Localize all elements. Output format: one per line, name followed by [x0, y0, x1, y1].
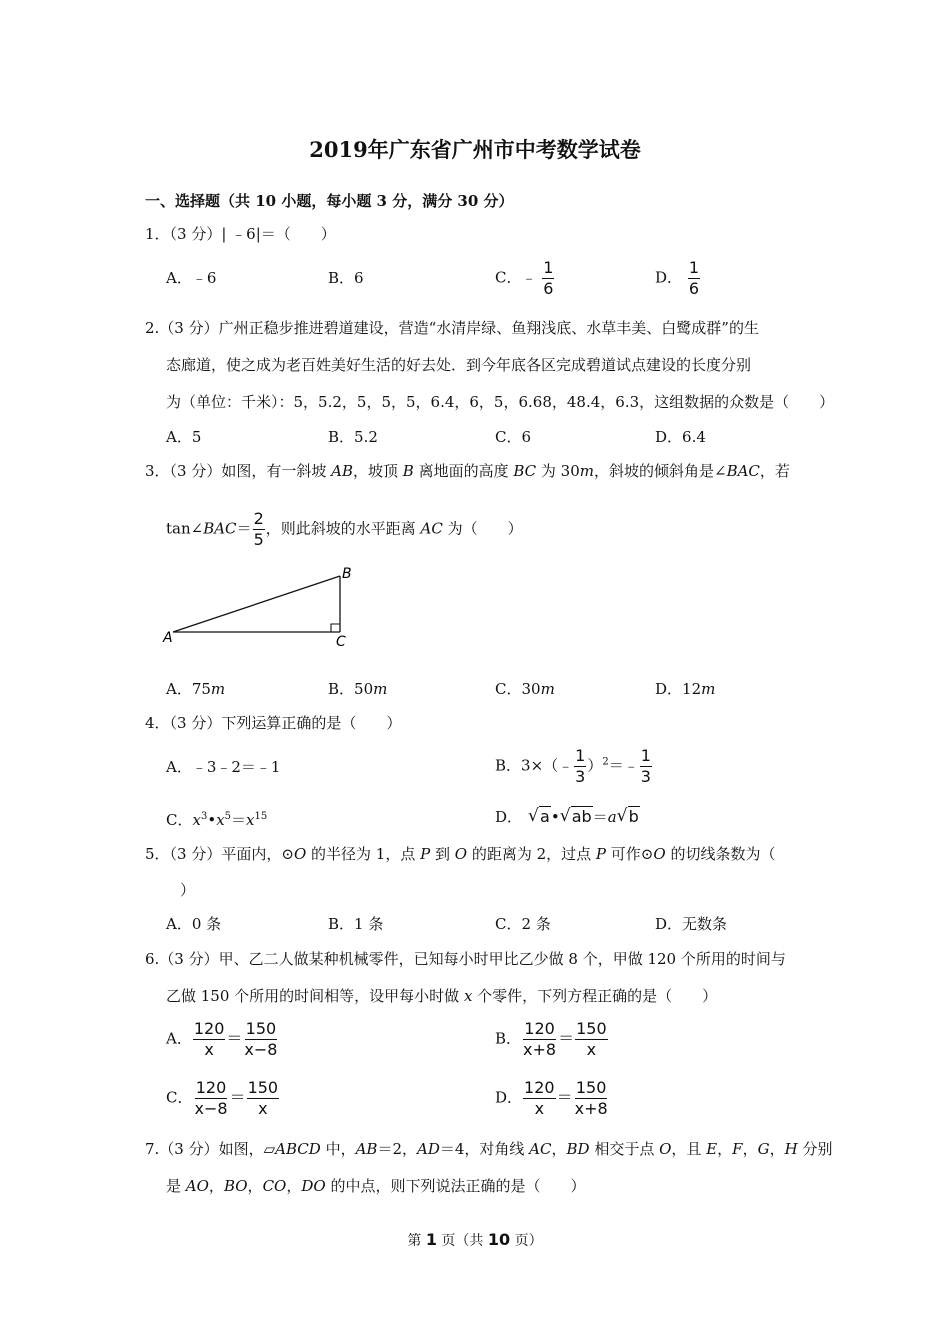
q6-num: 150	[247, 1078, 279, 1097]
q4-c-text: •	[207, 811, 217, 829]
q1-c-den: 6	[543, 279, 554, 298]
footer-text: 第	[407, 1233, 426, 1249]
q7-var: G	[757, 1140, 770, 1158]
q7-text: ，且	[671, 1140, 707, 1158]
q7-var: AO	[185, 1177, 209, 1195]
q3-fig-label-c: C	[336, 634, 346, 650]
q4-c-exponent: 3	[200, 811, 208, 822]
q7-text: ＝2，	[377, 1140, 417, 1158]
q7-var: F	[732, 1140, 743, 1158]
q5-var-p: P	[420, 845, 431, 863]
q7-text: ，	[717, 1140, 733, 1158]
q6-num: 120	[195, 1078, 227, 1097]
q4-c-var: x	[192, 811, 201, 829]
q3-var-ab: AB	[331, 462, 353, 480]
q1-option-b: B．6	[328, 269, 364, 287]
q7-var: AD	[417, 1140, 440, 1158]
q7-text: ，	[742, 1140, 758, 1158]
q3-text: 离地面的高度	[413, 462, 514, 480]
q7-text: ＝4，对角线	[439, 1140, 530, 1158]
q1-d-label: D．	[655, 268, 683, 287]
q3-text: ，则此斜坡的水平距离	[265, 519, 421, 538]
q3-text: ＝	[236, 519, 252, 538]
q4-option-c	[166, 807, 267, 830]
q3-unit-m: m	[210, 680, 226, 698]
q5-option-b: B．1 条	[328, 915, 384, 933]
q1-stem: 1．（3 分）| ﹣6|＝（ ）	[145, 225, 336, 243]
q5-option-d: D．无数条	[655, 915, 728, 933]
page-title: 2019年广东省广州市中考数学试卷	[309, 137, 641, 162]
q6-line1: 6.（3 分）甲、乙二人做某种机械零件，已知每小时甲比乙少做 8 个，甲做 120 个所用的时间与	[145, 950, 786, 968]
q7-text: ，	[286, 1177, 302, 1195]
q4-d-text: D．	[495, 808, 523, 826]
q6-d-right-fraction	[574, 1078, 609, 1119]
footer-text: 页（共	[436, 1233, 488, 1249]
q4-b-exponent: 2	[602, 756, 609, 768]
q4-c-text: ＝	[231, 811, 247, 829]
q2-line3: 为（单位：千米）：5，5.2，5，5，5，6.4，6，5，6.68，48.4，6.3，这组数据的众数是（ ）	[166, 393, 835, 411]
q6-b-left-fraction	[522, 1019, 557, 1060]
q6-num: 150	[575, 1078, 607, 1097]
q1-c-fraction	[542, 258, 554, 299]
q1-d-num: 1	[688, 258, 699, 277]
q4-d-text: •	[550, 808, 560, 826]
q7-text: 分别	[797, 1140, 833, 1158]
q6-b-right-fraction	[575, 1019, 608, 1060]
q3-text: ，坡顶	[352, 462, 403, 480]
q2-option-d: D．6.4	[655, 428, 706, 446]
q7-var: AC	[529, 1140, 552, 1158]
q1-c-label: C．﹣	[495, 268, 537, 287]
q6-num: 150	[245, 1019, 277, 1038]
q7-line2	[166, 1176, 585, 1196]
q7-var: O	[659, 1140, 672, 1158]
q7-text: 7.（3 分）如图，▱	[145, 1140, 276, 1158]
q3-unit-m: m	[701, 680, 716, 698]
q4-b-text: ＝﹣	[608, 756, 639, 775]
q4-c-exponent: 5	[224, 811, 232, 822]
q1-d-fraction	[688, 258, 700, 299]
q6-den: x−8	[194, 1099, 228, 1118]
q6-line2	[166, 986, 717, 1006]
q7-var: DO	[301, 1177, 326, 1195]
q6-text: 个零件，下列方程正确的是（ ）	[472, 987, 718, 1005]
q7-text: 中，	[320, 1140, 356, 1158]
q3-text: 为（ ）	[442, 519, 523, 538]
q4-d-var: a	[607, 808, 617, 826]
q6-c-right-fraction	[247, 1078, 280, 1119]
page-footer	[0, 1230, 950, 1250]
q1-option-c	[495, 258, 555, 299]
q7-var: AB	[355, 1140, 378, 1158]
q3-fig-label-b: B	[342, 566, 352, 582]
q6-option-label: D．	[495, 1088, 523, 1107]
q4-b-rden: 3	[640, 767, 651, 786]
q3-text: 3．（3 分）如图，有一斜坡	[145, 462, 332, 480]
q2-line2: 态廊道，使之成为老百姓美好生活的好去处．到今年底各区完成碧道试点建设的长度分别	[166, 356, 752, 374]
q1-d-den: 6	[688, 279, 699, 298]
q5-option-c: C．2 条	[495, 915, 551, 933]
q4-b-text: B．3×（﹣	[495, 756, 574, 775]
q6-num: 150	[576, 1019, 607, 1038]
q2-option-a: A．5	[166, 428, 202, 446]
q6-den: x	[258, 1099, 268, 1118]
q5-text: 的距离为 2，过点	[467, 845, 596, 863]
q7-text: ，	[551, 1140, 567, 1158]
q1-option-d	[655, 258, 701, 299]
q7-var: H	[784, 1140, 798, 1158]
q4-c-var: x	[246, 811, 255, 829]
q3-line2	[166, 509, 523, 550]
q3-text: 为 30	[536, 462, 580, 480]
q6-den: x	[586, 1040, 597, 1059]
q3-line1	[145, 461, 790, 481]
q3-tan-den: 5	[253, 530, 264, 549]
q7-text: 相交于点	[589, 1140, 660, 1158]
q7-text: ，	[769, 1140, 785, 1158]
q6-num: 120	[524, 1019, 555, 1038]
q3-text: ，斜坡的倾斜角是∠	[593, 462, 727, 480]
q3-option-text: C．30	[495, 680, 541, 698]
q4-d-radicand: ab	[571, 807, 592, 826]
q4-c-exponent: 15	[254, 811, 268, 822]
q4-d-radicand: a	[540, 807, 550, 826]
q6-option-c	[166, 1078, 280, 1119]
q3-slope-line	[173, 576, 340, 632]
q6-eq: ＝	[229, 1087, 246, 1107]
q3-var-b: B	[402, 462, 414, 480]
q6-option-label: A．	[166, 1029, 192, 1048]
q3-slope-figure	[160, 562, 360, 652]
q2-line1: 2.（3 分）广州正稳步推进碧道建设，营造“水清岸绿、鱼翔浅底、水草丰美、白鹭成群”的生	[145, 319, 759, 337]
footer-text: 页）	[510, 1233, 543, 1249]
q7-var: CO	[262, 1177, 287, 1195]
q5-text: 的切线条数为（	[665, 845, 776, 863]
q3-option-b	[328, 679, 387, 699]
q2-option-b: B．5.2	[328, 428, 378, 446]
q7-text: ，	[247, 1177, 263, 1195]
q6-option-b	[495, 1019, 609, 1060]
q5-var-o: O	[293, 845, 307, 863]
q6-option-a	[166, 1019, 279, 1060]
q5-line2: ）	[180, 881, 196, 899]
q6-d-left-fraction	[523, 1078, 556, 1119]
q3-option-text: D．12	[655, 680, 702, 698]
q5-option-a: A．0 条	[166, 915, 222, 933]
q7-text: ，	[208, 1177, 224, 1195]
q3-var-bac: BAC	[203, 519, 237, 538]
q5-text: 的半径为 1，点	[306, 845, 421, 863]
q4-b-text: ）	[587, 756, 603, 775]
q5-var-o: O	[454, 845, 468, 863]
q3-option-d	[655, 679, 715, 699]
q3-tan-fraction	[253, 509, 265, 550]
q3-text: ，若	[759, 462, 790, 480]
q3-unit-m: m	[373, 680, 388, 698]
q4-c-text: C．	[166, 811, 193, 829]
q7-line1	[145, 1139, 832, 1159]
page-total: 10	[487, 1230, 511, 1249]
q4-b-result-fraction	[640, 746, 652, 787]
q5-line1	[145, 844, 775, 864]
q5-var-o: O	[653, 845, 666, 863]
q3-option-text: B．50	[328, 680, 374, 698]
q5-text: 可作⊙	[606, 845, 654, 863]
q4-b-fraction	[574, 746, 586, 787]
q6-den: x	[534, 1099, 545, 1118]
q4-option-b	[495, 746, 653, 787]
q4-b-rnum: 1	[640, 746, 651, 765]
q6-text: 乙做 150 个所用的时间相等，设甲每小时做	[166, 987, 464, 1005]
q7-var: E	[706, 1140, 718, 1158]
q4-d-text: ＝	[592, 808, 608, 826]
q6-c-left-fraction	[193, 1078, 228, 1119]
q3-var-bc: BC	[513, 462, 537, 480]
q4-c-var: x	[216, 811, 225, 829]
q2-option-c: C．6	[495, 428, 532, 446]
q3-var-ac: AC	[420, 519, 443, 538]
q3-tan-num: 2	[253, 509, 264, 528]
q6-den: x+8	[574, 1099, 608, 1118]
q4-d-radicand: b	[628, 807, 639, 826]
q3-fig-label-a: A	[163, 630, 173, 646]
q6-eq: ＝	[226, 1028, 243, 1048]
q4-option-a: A．﹣3﹣2＝﹣1	[166, 758, 281, 776]
q6-num: 120	[524, 1078, 555, 1097]
q6-a-right-fraction	[243, 1019, 278, 1060]
q3-option-a	[166, 679, 225, 699]
q4-d-sqrt-a: √ a	[528, 806, 550, 826]
q3-unit-m: m	[579, 462, 594, 480]
q7-text: 的中点，则下列说法正确的是（ ）	[325, 1177, 586, 1195]
q3-option-text: A．75	[166, 680, 211, 698]
q6-num: 120	[193, 1019, 225, 1038]
q6-var-x: x	[463, 987, 473, 1005]
q4-b-num: 1	[575, 746, 586, 765]
q3-unit-m: m	[540, 680, 555, 698]
q4-b-den: 3	[575, 767, 586, 786]
q6-a-left-fraction	[193, 1019, 226, 1060]
q6-den: x−8	[244, 1040, 278, 1059]
q4-option-d	[495, 807, 640, 827]
q6-option-label: B．	[495, 1029, 522, 1048]
q7-var: BO	[223, 1177, 248, 1195]
q7-var: BD	[566, 1140, 590, 1158]
page-number: 1	[425, 1230, 437, 1249]
q5-text: 5．（3 分）平面内，⊙	[145, 845, 294, 863]
q1-c-num: 1	[543, 258, 554, 277]
q6-eq: ＝	[558, 1028, 575, 1048]
q5-text: 到	[430, 845, 455, 863]
q7-text: 是	[166, 1177, 186, 1195]
q3-var-bac: BAC	[726, 462, 760, 480]
q7-var: ABCD	[275, 1140, 321, 1158]
q6-den: x+8	[523, 1040, 557, 1059]
q3-option-c	[495, 679, 555, 699]
q3-right-angle-mark	[331, 624, 340, 632]
q6-den: x	[204, 1040, 214, 1059]
q4-d-sqrt-ab: √ ab	[559, 806, 592, 826]
section-heading: 一、选择题（共 10 小题，每小题 3 分，满分 30 分）	[145, 192, 514, 210]
q5-var-p: P	[595, 845, 607, 863]
q6-option-label: C．	[166, 1088, 193, 1107]
q6-eq: ＝	[556, 1087, 573, 1107]
q4-stem: 4．（3 分）下列运算正确的是（ ）	[145, 714, 402, 732]
q3-text: tan∠	[166, 519, 204, 538]
q6-option-d	[495, 1078, 610, 1119]
q4-d-sqrt-b: √ b	[616, 806, 639, 826]
q1-option-a: A．﹣6	[166, 269, 217, 287]
